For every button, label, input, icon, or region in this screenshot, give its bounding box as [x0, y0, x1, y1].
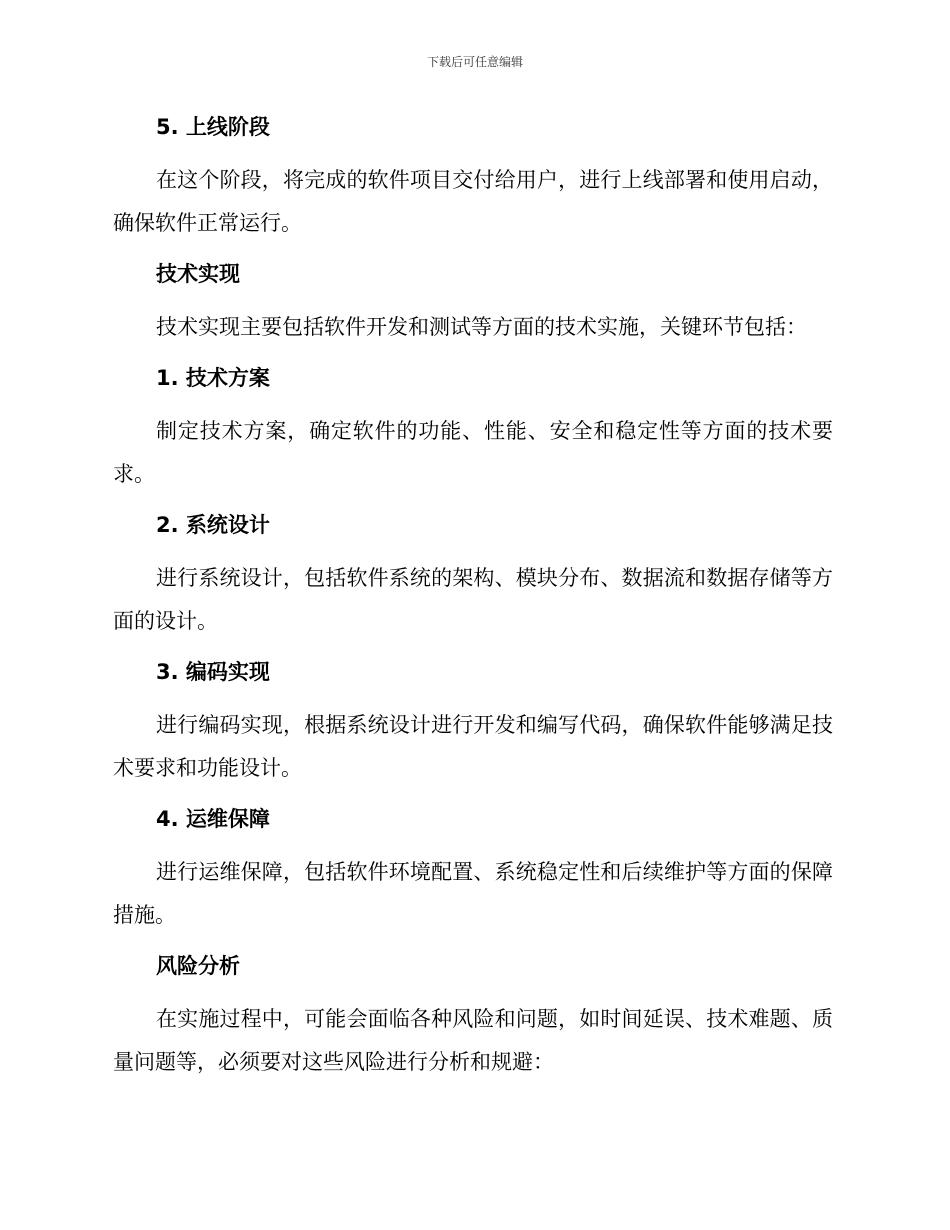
- section-heading-operations: 4. 运维保障: [156, 807, 270, 831]
- paragraph-tech-implementation: 技术实现主要包括软件开发和测试等方面的技术实施，关键环节包括：: [156, 315, 807, 339]
- page-header-note: 下载后可任意编辑: [426, 55, 523, 69]
- section-heading-launch-phase: 5. 上线阶段: [156, 115, 270, 139]
- paragraph-system-design: 进行系统设计，包括软件系统的架构、模块分布、数据流和数据存储等方面的设计。: [113, 566, 833, 633]
- paragraph-tech-plan: 制定技术方案，确定软件的功能、性能、安全和稳定性等方面的技术要求。: [113, 419, 833, 486]
- section-heading-system-design: 2. 系统设计: [156, 513, 270, 537]
- paragraph-operations: 进行运维保障，包括软件环境配置、系统稳定性和后续维护等方面的保障措施。: [113, 860, 833, 927]
- section-heading-tech-plan: 1. 技术方案: [156, 366, 270, 390]
- section-heading-coding: 3. 编码实现: [156, 660, 270, 684]
- section-heading-risk-analysis: 风险分析: [156, 954, 240, 978]
- paragraph-coding: 进行编码实现，根据系统设计进行开发和编写代码，确保软件能够满足技术要求和功能设计。: [113, 713, 833, 780]
- paragraph-risk-analysis: 在实施过程中，可能会面临各种风险和问题，如时间延误、技术难题、质量问题等，必须要对这些风险进行分析和规避：: [113, 1007, 833, 1074]
- paragraph-launch-phase: 在这个阶段，将完成的软件项目交付给用户，进行上线部署和使用启动，确保软件正常运行。: [113, 168, 833, 235]
- section-heading-tech-implementation: 技术实现: [156, 262, 240, 286]
- document-body: [113, 112, 833, 1098]
